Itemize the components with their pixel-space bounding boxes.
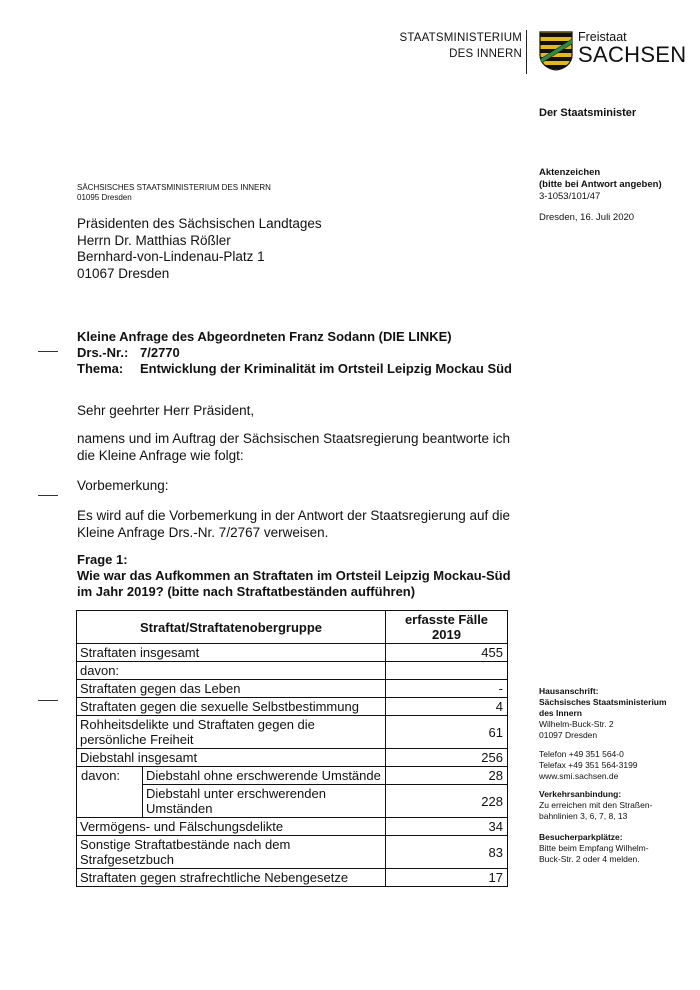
table-row xyxy=(77,698,508,716)
table-row xyxy=(77,869,508,887)
row-value: - xyxy=(386,680,508,698)
row-value: 455 xyxy=(386,644,508,662)
table-row xyxy=(77,836,508,869)
table-row xyxy=(77,662,508,680)
row-label: Diebstahl ohne erschwerende Umstände xyxy=(143,767,386,785)
address-line-2: des Innern xyxy=(539,708,582,718)
question-text: Wie war das Aufkommen an Straftaten im Ortsteil Leipzig Mockau-Süd im Jahr 2019? (bitte nach Straftatbeständen aufführen) xyxy=(77,568,511,599)
address-line-4: 01097 Dresden xyxy=(539,730,598,740)
table-row xyxy=(77,644,508,662)
subject-title: Kleine Anfrage des Abgeordneten Franz Sodann (DIE LINKE) xyxy=(77,329,452,344)
sender-return-address xyxy=(77,183,271,203)
salutation: Sehr geehrter Herr Präsident, xyxy=(77,403,255,418)
row-value: 4 xyxy=(386,698,508,716)
row-value: 256 xyxy=(386,749,508,767)
fold-mark xyxy=(38,700,58,701)
table-header-row xyxy=(77,611,508,644)
row-value: 228 xyxy=(386,785,508,818)
recipient-line-1: Präsidenten des Sächsischen Landtages xyxy=(77,216,322,231)
letter-date: Dresden, 16. Juli 2020 xyxy=(539,212,635,223)
vorbemerkung-text: Es wird auf die Vorbemerkung in der Antwort der Staatsregierung auf die Kleine Anfrage Drs.-Nr. 7/2767 verweisen. xyxy=(77,508,510,540)
address-line-1: Sächsisches Staatsministerium xyxy=(539,697,667,707)
column-header-category: Straftat/Straftatenobergruppe xyxy=(77,611,386,644)
recipient-address xyxy=(77,216,322,282)
phone-number: Telefon +49 351 564-0 xyxy=(539,749,624,759)
thema-value: Entwicklung der Kriminalität im Ortsteil Leipzig Mockau Süd xyxy=(140,361,512,376)
sidebar-parking xyxy=(539,832,649,865)
recipient-line-3: Bernhard-von-Lindenau-Platz 1 xyxy=(77,249,265,264)
row-label: Vermögens- und Fälschungsdelikte xyxy=(77,818,386,836)
fold-mark xyxy=(38,351,58,352)
sachsen-label: SACHSEN xyxy=(578,42,687,67)
row-value: 34 xyxy=(386,818,508,836)
row-value xyxy=(386,662,508,680)
table-row xyxy=(77,749,508,767)
row-label: Straftaten insgesamt xyxy=(77,644,386,662)
subject-block xyxy=(77,329,512,377)
row-label: Straftaten gegen die sexuelle Selbstbestimmung xyxy=(77,698,386,716)
row-value: 61 xyxy=(386,716,508,749)
fax-number: Telefax +49 351 564-3199 xyxy=(539,760,638,770)
recipient-line-4: 01067 Dresden xyxy=(77,265,170,281)
reference-label: Aktenzeichen xyxy=(539,167,601,178)
row-value: 83 xyxy=(386,836,508,869)
freistaat-label: Freistaat xyxy=(578,30,627,44)
table-row xyxy=(77,818,508,836)
reference-block xyxy=(539,167,662,203)
drs-value: 7/2770 xyxy=(140,345,180,360)
row-label: Diebstahl insgesamt xyxy=(77,749,386,767)
sidebar-address xyxy=(539,686,667,741)
ministry-name xyxy=(400,30,522,62)
subject-drs xyxy=(77,345,512,361)
row-label: Diebstahl unter erschwerenden Umständen xyxy=(143,785,386,818)
sender-line-2: 01095 Dresden xyxy=(77,193,132,202)
recipient-line-2: Herrn Dr. Matthias Rößler xyxy=(77,232,231,248)
row-sub-spacer xyxy=(77,785,143,818)
subject-thema xyxy=(77,361,512,377)
header-divider xyxy=(526,30,527,74)
sender-line-1: SÄCHSISCHES STAATSMINISTERIUM DES INNERN xyxy=(77,183,271,192)
website-link[interactable]: www.smi.sachsen.de xyxy=(539,771,619,781)
transit-line-2: bahnlinien 3, 6, 7, 8, 13 xyxy=(539,811,628,821)
question-block xyxy=(77,552,527,600)
row-label: Straftaten gegen strafrechtliche Nebengesetze xyxy=(77,869,386,887)
sidebar-contact xyxy=(539,749,638,782)
sidebar-transit xyxy=(539,789,652,822)
thema-label: Thema: xyxy=(77,361,124,376)
row-value: 28 xyxy=(386,767,508,785)
address-label: Hausanschrift: xyxy=(539,686,599,696)
parking-label: Besucherparkplätze: xyxy=(539,832,623,842)
row-label: Straftaten gegen das Leben xyxy=(77,680,386,698)
vorbemerkung-label: Vorbemerkung: xyxy=(77,478,169,493)
intro-paragraph: namens und im Auftrag der Sächsischen Staatsregierung beantworte ich die Kleine Anfrage wie folgt: xyxy=(77,431,511,463)
table-row xyxy=(77,716,508,749)
row-label: Rohheitsdelikte und Straftaten gegen die persönliche Freiheit xyxy=(77,716,386,749)
question-label: Frage 1: xyxy=(77,552,128,567)
table-row xyxy=(77,767,508,785)
table-row xyxy=(77,680,508,698)
punch-mark xyxy=(38,495,58,496)
address-line-3: Wilhelm-Buck-Str. 2 xyxy=(539,719,614,729)
crime-statistics-table xyxy=(76,610,508,887)
row-label: Sonstige Straftatbestände nach dem Strafgesetzbuch xyxy=(77,836,386,869)
row-label: davon: xyxy=(77,662,386,680)
ministry-line-2: DES INNERN xyxy=(449,48,522,60)
table-row xyxy=(77,785,508,818)
ministry-line-1: STAATSMINISTERIUM xyxy=(399,32,522,44)
row-sub-label: davon: xyxy=(77,767,143,785)
saxony-crest-icon xyxy=(539,31,573,71)
minister-title: Der Staatsminister xyxy=(539,107,637,119)
parking-line-1: Bitte beim Empfang Wilhelm- xyxy=(539,843,649,853)
reference-number: 3-1053/101/47 xyxy=(539,191,601,202)
transit-line-1: Zu erreichen mit den Straßen- xyxy=(539,800,653,810)
transit-label: Verkehrsanbindung: xyxy=(539,789,622,799)
row-value: 17 xyxy=(386,869,508,887)
parking-line-2: Buck-Str. 2 oder 4 melden. xyxy=(539,854,640,864)
reference-hint: (bitte bei Antwort angeben) xyxy=(539,179,662,190)
drs-label: Drs.-Nr.: xyxy=(77,345,129,360)
column-header-cases: erfasste Fälle 2019 xyxy=(386,611,508,644)
